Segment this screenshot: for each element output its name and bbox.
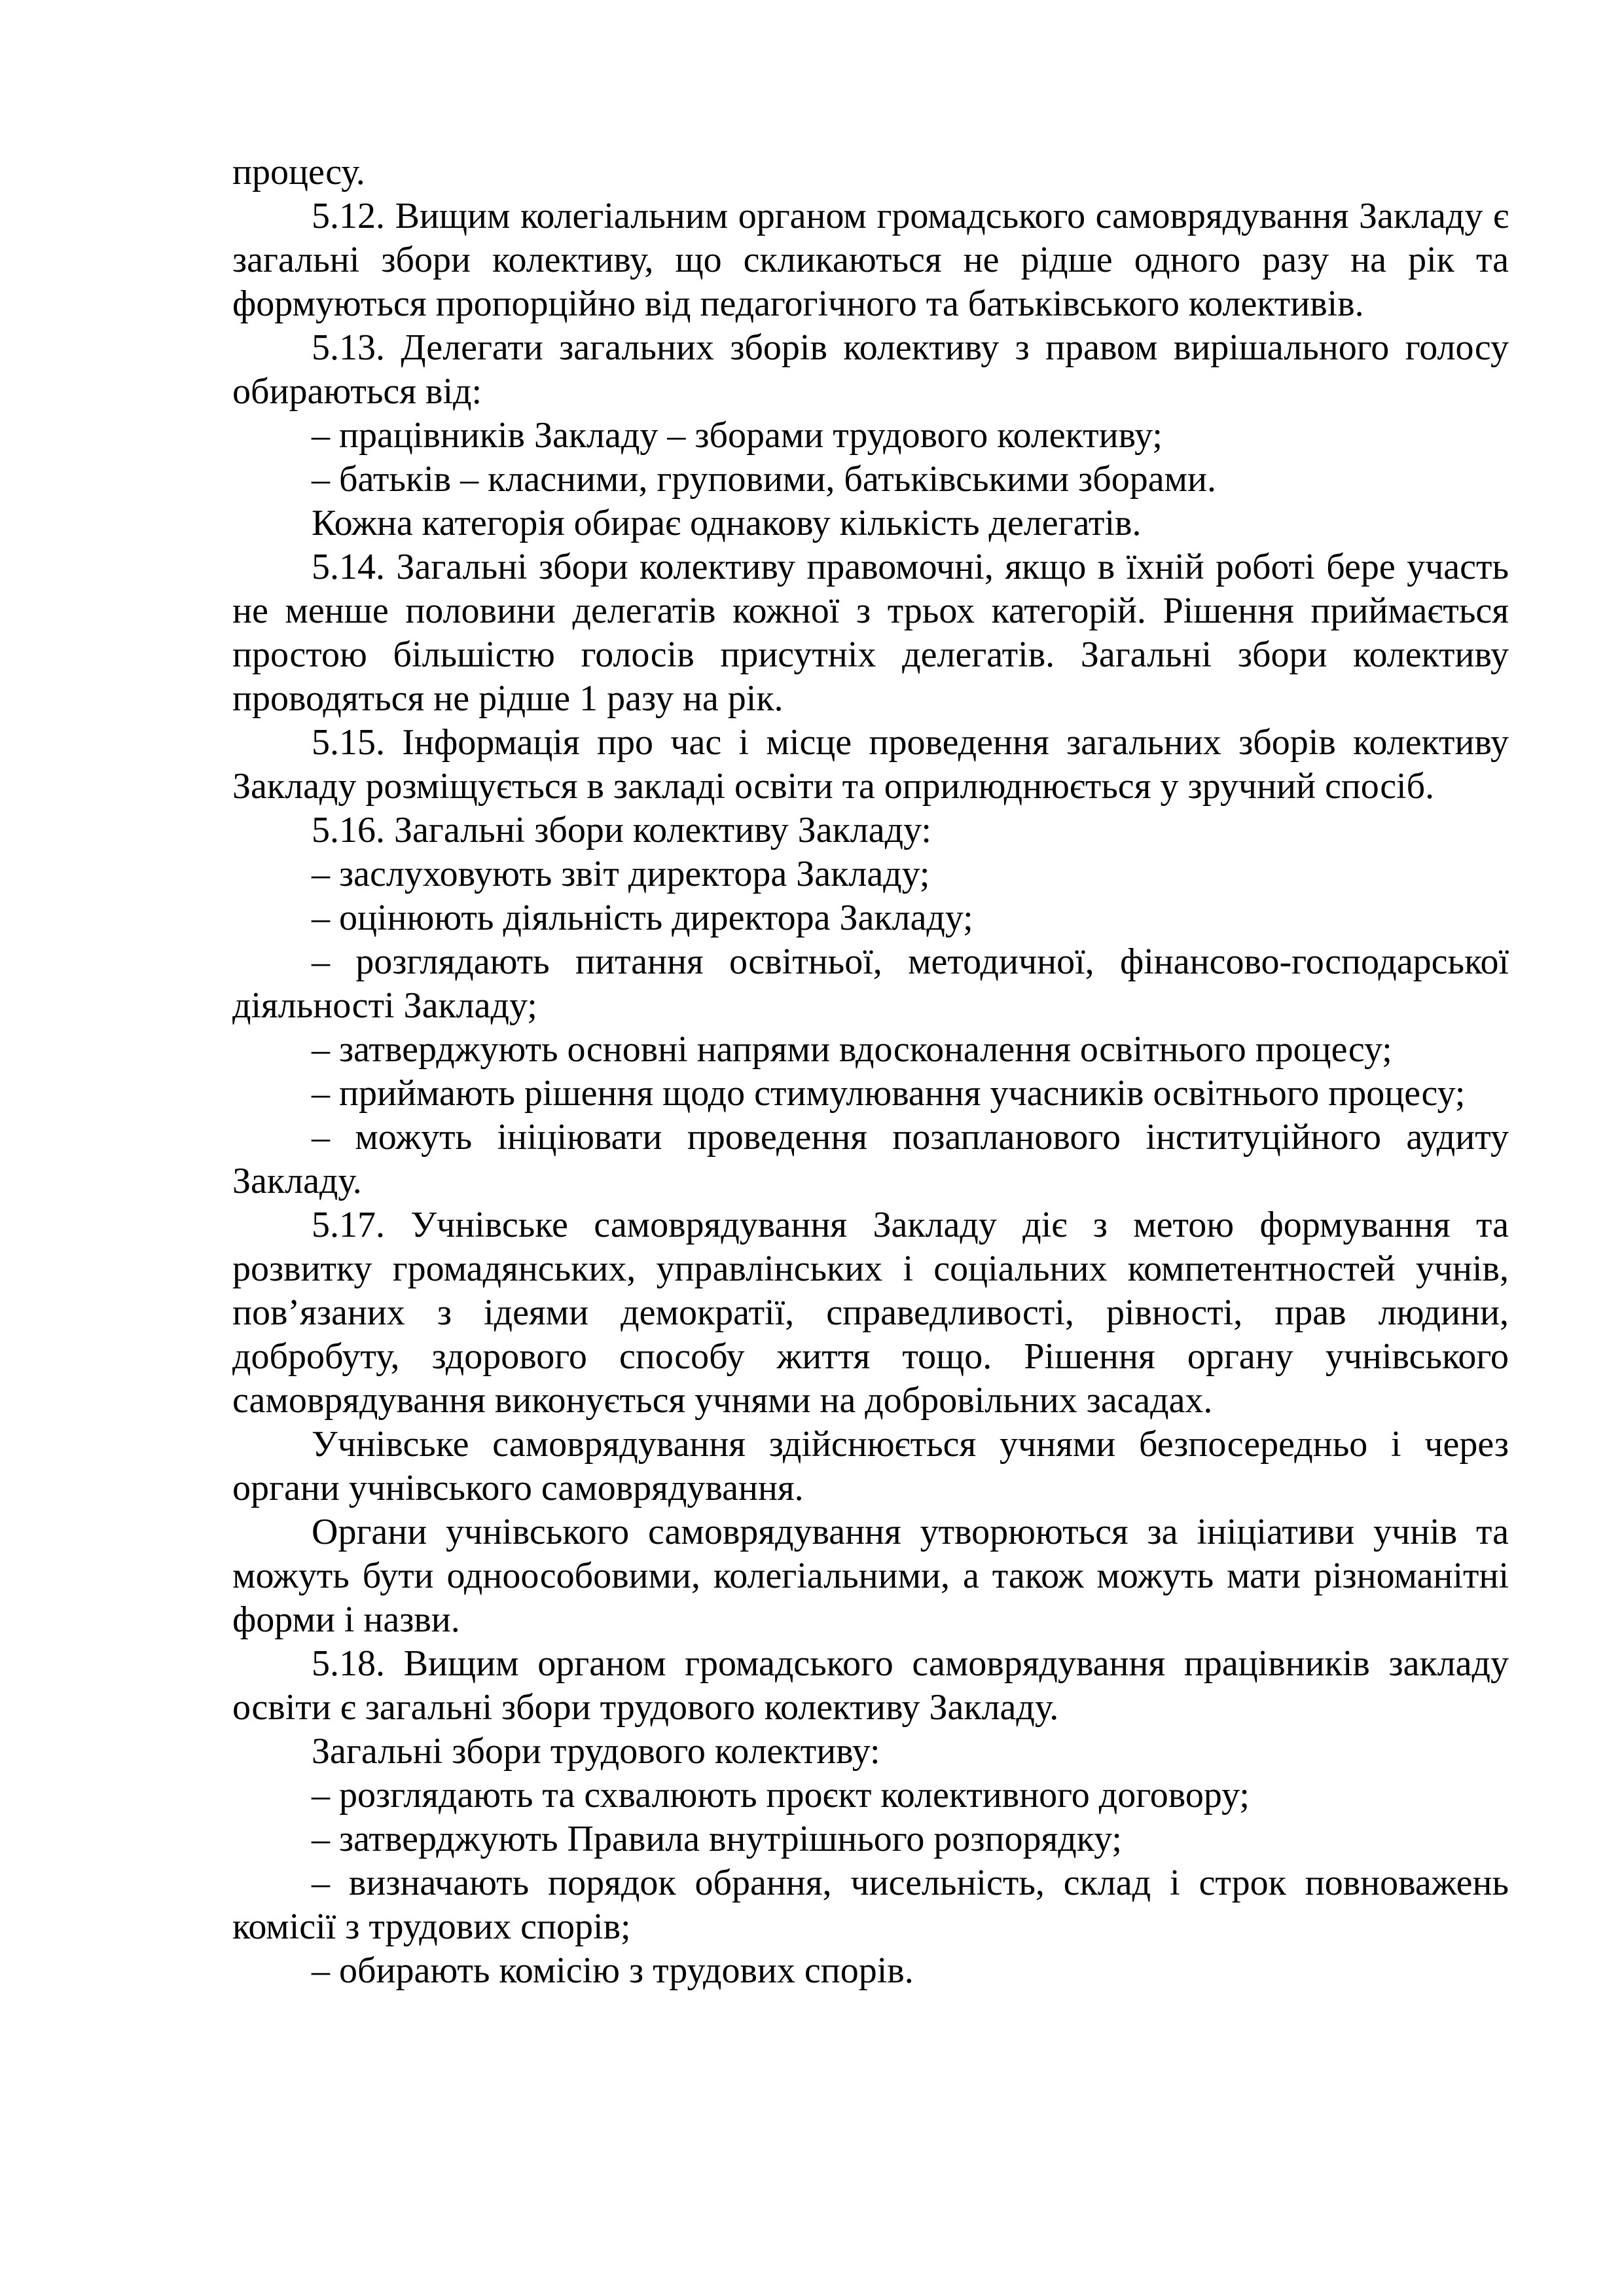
list-item: – оцінюють діяльність директора Закладу; xyxy=(312,898,973,938)
paragraph-5-15: 5.15. Інформація про час і місце проведення загальних зборів колективу Закладу розміщується в закладі освіти та оприлюднюється у зручний спосіб. xyxy=(232,722,1509,807)
paragraph-5-18: 5.18. Вищим органом громадського самоврядування працівників закладу освіти є загальні збори трудового колективу Закладу. xyxy=(232,1643,1509,1728)
paragraph-5-17: 5.17. Учнівське самоврядування Закладу діє з метою формування та розвитку громадянських, управлінських і соціальних компетентностей учнів, пов’язаних з ідеями демократії, справедливості, рівності, прав людини, добробуту, здорового способу життя тощо. Рішення органу учнівського самоврядування виконується учнями на добровільних засадах. xyxy=(232,1205,1509,1421)
list-item: – батьків – класними, груповими, батьківськими зборами. xyxy=(312,459,1216,500)
list-item: – затверджують основні напрями вдосконалення освітнього процесу; xyxy=(312,1029,1392,1070)
list-item: – працівників Закладу – зборами трудового колективу; xyxy=(312,415,1163,456)
paragraph-5-16: 5.16. Загальні збори колективу Закладу: xyxy=(312,810,931,850)
list-item: – розглядають та схвалюють проєкт колективного договору; xyxy=(312,1775,1250,1815)
paragraph-5-14: 5.14. Загальні збори колективу правомочні, якщо в їхній роботі бере участь не менше половини делегатів кожної з трьох категорій. Рішення приймається простою більшістю голосів присутніх делегатів. Загальні збори колективу проводяться не рідше 1 разу на рік. xyxy=(232,547,1509,719)
document-body xyxy=(232,151,1509,1993)
list-item: – заслуховують звіт директора Закладу; xyxy=(312,854,930,894)
paragraph: Учнівське самоврядування здійснюється учнями безпосередньо і через органи учнівського самоврядування. xyxy=(232,1424,1509,1508)
list-item: – визначають порядок обрання, чисельність, склад і строк повноважень комісії з трудових спорів; xyxy=(232,1863,1509,1947)
paragraph: Органи учнівського самоврядування утворюються за ініціативи учнів та можуть бути одноособовими, колегіальними, а також можуть мати різноманітні форми і назви. xyxy=(232,1512,1509,1640)
paragraph-continuation: процесу. xyxy=(232,152,365,192)
paragraph: Загальні збори трудового колективу: xyxy=(312,1731,880,1772)
list-item: – можуть ініціювати проведення позапланового інституційного аудиту Закладу. xyxy=(232,1117,1509,1201)
paragraph: Кожна категорія обирає однакову кількість делегатів. xyxy=(312,503,1142,543)
paragraph-5-13: 5.13. Делегати загальних зборів колективу з правом вирішального голосу обираються від: xyxy=(232,327,1509,412)
list-item: – затверджують Правила внутрішнього розпорядку; xyxy=(312,1819,1122,1859)
list-item: – приймають рішення щодо стимулювання учасників освітнього процесу; xyxy=(312,1073,1466,1114)
paragraph-5-12: 5.12. Вищим колегіальним органом громадського самоврядування Закладу є загальні збори колективу, що скликаються не рідше одного разу на рік та формуються пропорційно від педагогічного та батьківського колективів. xyxy=(232,196,1509,324)
list-item: – обирають комісію з трудових спорів. xyxy=(312,1950,914,1991)
list-item: – розглядають питання освітньої, методичної, фінансово-господарської діяльності Закладу; xyxy=(232,941,1509,1026)
